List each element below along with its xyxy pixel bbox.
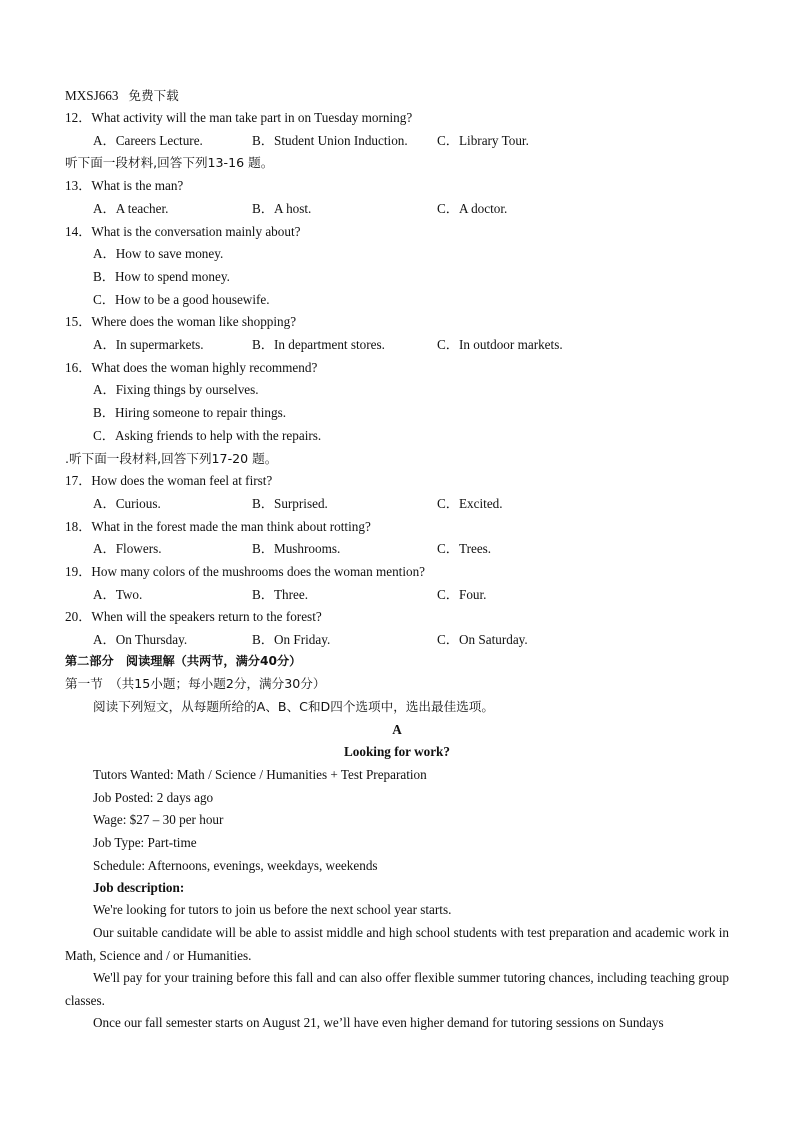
option-text: Mushrooms. <box>273 541 341 557</box>
option-letter: C． <box>437 586 459 602</box>
question-stem <box>65 224 300 240</box>
answer-option <box>252 632 330 648</box>
question-text: What is the conversation mainly about? <box>91 223 301 239</box>
option-letter: B． <box>252 200 274 216</box>
option-text: In department stores. <box>273 337 385 352</box>
option-letter: C． <box>437 541 459 557</box>
option-letter: A． <box>93 246 116 262</box>
answer-option <box>93 428 321 444</box>
listening-instruction: 听下面一段材料,回答下列13-16 题。 <box>65 155 274 171</box>
question-text: Where does the woman like shopping? <box>91 314 297 330</box>
answer-option <box>93 246 223 262</box>
job-detail-posted: Job Posted: 2 days ago <box>93 790 214 805</box>
download-label: 免费下载 <box>128 88 179 103</box>
answer-option <box>437 632 528 648</box>
job-detail-type: Job Type: Part-time <box>93 835 197 850</box>
option-letter: B． <box>252 541 274 557</box>
option-text: How to be a good housewife. <box>114 291 270 307</box>
option-letter: B． <box>252 632 274 648</box>
option-text: Hiring someone to repair things. <box>114 405 287 421</box>
option-letter: C． <box>437 632 459 648</box>
option-text: Library Tour. <box>458 132 529 148</box>
reading-instruction: 阅读下列短文，从每题所给的A、B、C和D四个选项中，选出最佳选项。 <box>93 699 494 714</box>
question-stem <box>65 360 317 376</box>
passage-letter: A <box>392 722 402 737</box>
option-letter: A． <box>93 337 116 352</box>
passage-paragraph: Our suitable candidate will be able to assist middle and high school students with test preparation and academic work in Math, Science and / or Humanities. <box>65 925 729 963</box>
answer-option <box>437 337 563 353</box>
answer-option <box>252 541 340 557</box>
option-text: A teacher. <box>115 200 169 216</box>
answer-option <box>437 541 491 557</box>
answer-option <box>93 292 270 308</box>
question-text: How many colors of the mushrooms does the woman mention? <box>91 564 426 579</box>
option-letter: A． <box>93 632 116 648</box>
option-letter: C． <box>437 200 459 216</box>
option-letter: A． <box>93 200 116 216</box>
question-number: 16． <box>65 359 92 375</box>
option-text: Asking friends to help with the repairs. <box>114 427 322 443</box>
option-letter: B． <box>252 495 274 511</box>
option-text: Fixing things by ourselves. <box>115 382 259 398</box>
option-text: How to save money. <box>115 246 224 262</box>
question-text: How does the woman feel at first? <box>91 473 273 489</box>
answer-option <box>437 587 486 603</box>
job-detail-subject: Tutors Wanted: Math / Science / Humanities + Test Preparation <box>93 767 427 782</box>
answer-option <box>252 587 308 603</box>
question-stem <box>65 178 183 194</box>
answer-option <box>93 541 162 557</box>
doc-code: MXSJ663 <box>65 88 119 103</box>
answer-option <box>93 405 286 421</box>
question-text: What in the forest made the man think about rotting? <box>91 518 371 534</box>
option-letter: A． <box>93 132 116 148</box>
option-letter: A． <box>93 541 116 557</box>
option-text: In supermarkets. <box>115 337 204 352</box>
answer-option <box>252 337 385 353</box>
passage-paragraph: Once our fall semester starts on August 21, we’ll have even higher demand for tutoring sessions on Sundays <box>93 1015 664 1030</box>
answer-option <box>93 382 259 398</box>
question-text: What does the woman highly recommend? <box>91 359 318 375</box>
question-stem <box>65 564 425 580</box>
option-letter: C． <box>437 132 459 148</box>
option-text: Surprised. <box>273 495 328 511</box>
question-text: When will the speakers return to the forest? <box>91 609 322 625</box>
option-letter: C． <box>437 495 459 511</box>
option-text: Excited. <box>458 495 503 511</box>
option-text: Student Union Induction. <box>273 132 408 148</box>
option-text: How to spend money. <box>114 268 230 284</box>
job-detail-schedule: Schedule: Afternoons, evenings, weekdays, weekends <box>93 858 378 873</box>
question-number: 17． <box>65 473 92 489</box>
option-text: Flowers. <box>115 541 162 557</box>
question-number: 18． <box>65 518 92 534</box>
job-description-heading: Job description: <box>93 880 185 895</box>
question-stem <box>65 473 272 489</box>
option-letter: C． <box>93 291 115 307</box>
option-text: On Saturday. <box>458 632 528 648</box>
option-text: On Thursday. <box>115 632 188 648</box>
answer-option <box>93 632 187 648</box>
answer-option <box>437 201 507 217</box>
option-letter: B． <box>93 405 115 421</box>
question-stem <box>65 519 371 535</box>
question-stem <box>65 609 322 625</box>
option-text: On Friday. <box>273 632 331 648</box>
option-text: Two. <box>115 586 143 602</box>
question-number: 14． <box>65 223 92 239</box>
question-stem <box>65 110 412 126</box>
option-letter: B． <box>252 337 274 352</box>
answer-option <box>252 201 311 217</box>
passage-paragraph: We'll pay for your training before this fall and can also offer flexible summer tutoring chances, including teaching group classes. <box>65 970 729 1008</box>
answer-option <box>437 496 503 512</box>
job-detail-wage: Wage: $27 – 30 per hour <box>93 812 224 827</box>
question-number: 20． <box>65 609 92 625</box>
option-text: Four. <box>458 586 487 602</box>
answer-option <box>93 201 168 217</box>
section1-heading: 第一节 （共15小题；每小题2分，满分30分） <box>65 676 326 691</box>
answer-option <box>93 496 161 512</box>
question-number: 19． <box>65 564 92 579</box>
part2-heading: 第二部分 阅读理解（共两节，满分40分） <box>65 654 302 668</box>
option-text: Three. <box>273 586 309 602</box>
option-text: In outdoor markets. <box>458 337 563 352</box>
option-text: Careers Lecture. <box>115 132 203 148</box>
answer-option <box>93 337 204 353</box>
answer-option <box>437 133 529 149</box>
option-letter: C． <box>437 337 459 352</box>
option-letter: B． <box>252 132 274 148</box>
answer-option <box>93 133 203 149</box>
question-number: 15． <box>65 314 92 330</box>
answer-option <box>93 269 230 285</box>
passage-title: Looking for work? <box>343 744 450 759</box>
option-text: A doctor. <box>458 200 508 216</box>
question-text: What activity will the man take part in on Tuesday morning? <box>91 110 413 125</box>
option-letter: B． <box>93 268 115 284</box>
answer-option <box>252 496 328 512</box>
option-text: Curious. <box>115 495 161 511</box>
option-letter: C． <box>93 427 115 443</box>
question-number: 13． <box>65 178 92 194</box>
answer-option <box>252 133 408 149</box>
option-letter: A． <box>93 586 116 602</box>
option-letter: A． <box>93 495 116 511</box>
option-letter: B． <box>252 586 274 602</box>
question-number: 12． <box>65 110 92 125</box>
option-letter: A． <box>93 382 116 398</box>
question-stem <box>65 314 296 330</box>
listening-instruction: .听下面一段材料,回答下列17-20 题。 <box>65 450 278 466</box>
passage-paragraph: We're looking for tutors to join us before the next school year starts. <box>93 902 452 917</box>
question-text: What is the man? <box>91 178 184 194</box>
option-text: A host. <box>273 200 312 216</box>
option-text: Trees. <box>458 541 492 557</box>
document-header <box>65 88 179 104</box>
answer-option <box>93 587 142 603</box>
